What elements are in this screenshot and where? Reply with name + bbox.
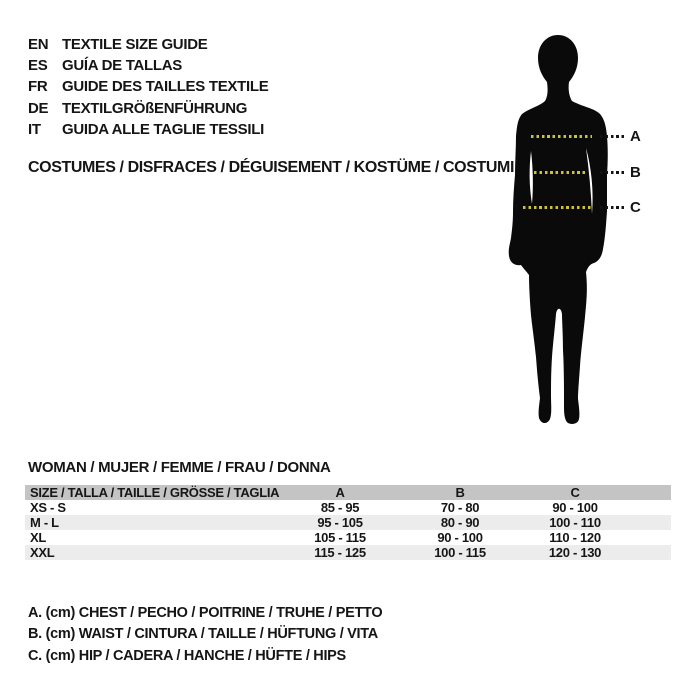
language-code: ES [28, 57, 48, 75]
language-code: IT [28, 120, 41, 138]
language-label: TEXTILE SIZE GUIDE [62, 36, 208, 53]
table-cell: 105 - 115 [314, 530, 366, 545]
size-table-header-cell: B [455, 485, 465, 500]
language-label: TEXTILGRÖßENFÜHRUNG [62, 99, 248, 117]
table-cell: 90 - 100 [437, 530, 483, 545]
category-title: COSTUMES / DISFRACES / DÉGUISEMENT / KOSTÜME / COSTUMI [28, 159, 514, 176]
legend-item-chest: A. (cm) CHEST / PECHO / POITRINE / TRUHE / PETTO [28, 605, 383, 621]
size-table-header-cell: SIZE / TALLA / TAILLE / GRÖSSE / TAGLIA [30, 485, 280, 500]
waist-line-body-dots [534, 171, 585, 174]
table-cell: 90 - 100 [552, 500, 598, 515]
table-cell: 70 - 80 [440, 500, 480, 515]
size-table [25, 485, 671, 560]
table-cell: M - L [30, 515, 59, 530]
table-row-m-l [25, 515, 671, 530]
table-row-xxl [25, 545, 671, 560]
language-list [28, 34, 268, 140]
section-title-woman: WOMAN / MUJER / FEMME / FRAU / DONNA [28, 459, 331, 476]
table-row-xl [25, 530, 671, 545]
table-cell: 80 - 90 [440, 515, 480, 530]
language-row-it [28, 119, 268, 140]
language-label: GUIDE DES TAILLES TEXTILE [62, 78, 269, 96]
legend-item-hip: C. (cm) HIP / CADERA / HANCHE / HÜFTE / HIPS [28, 647, 346, 664]
language-code: DE [28, 99, 49, 117]
size-table-header-cell: C [570, 485, 580, 500]
table-cell: 100 - 115 [434, 545, 486, 560]
language-row-de [28, 98, 268, 119]
measurement-legend [28, 603, 382, 667]
language-row-fr [28, 76, 268, 97]
hip-line-body-dots [523, 206, 593, 209]
language-code: FR [28, 78, 48, 96]
size-table-header-cell: A [335, 485, 345, 500]
table-cell: 85 - 95 [320, 500, 360, 515]
measure-label-a: A [630, 128, 641, 145]
table-cell: 100 - 110 [549, 515, 601, 530]
waist-line-leader-dots [600, 171, 627, 174]
chest-line-leader-dots [600, 135, 627, 138]
measure-label-c: C [630, 199, 641, 216]
language-label: GUIDA ALLE TAGLIE TESSILI [62, 120, 264, 138]
size-table-header-row [25, 485, 671, 500]
table-cell: XXL [30, 545, 55, 560]
legend-item-waist: B. (cm) WAIST / CINTURA / TAILLE / HÜFTUNG / VITA [28, 626, 378, 643]
table-cell: XL [30, 530, 47, 545]
hip-line-leader-dots [600, 206, 627, 209]
chest-line-body-dots [531, 135, 592, 138]
language-row-es [28, 55, 268, 76]
table-cell: 95 - 105 [317, 515, 363, 530]
table-cell: 115 - 125 [314, 545, 366, 560]
measure-label-b: B [630, 164, 641, 181]
table-cell: XS - S [30, 500, 66, 515]
table-cell: 120 - 130 [548, 545, 602, 560]
table-cell: 110 - 120 [549, 530, 601, 545]
woman-silhouette-icon [495, 35, 625, 425]
table-row-xs-s [25, 500, 671, 515]
language-row-en [28, 34, 268, 55]
language-code: EN [28, 36, 49, 53]
language-label: GUÍA DE TALLAS [62, 57, 182, 75]
